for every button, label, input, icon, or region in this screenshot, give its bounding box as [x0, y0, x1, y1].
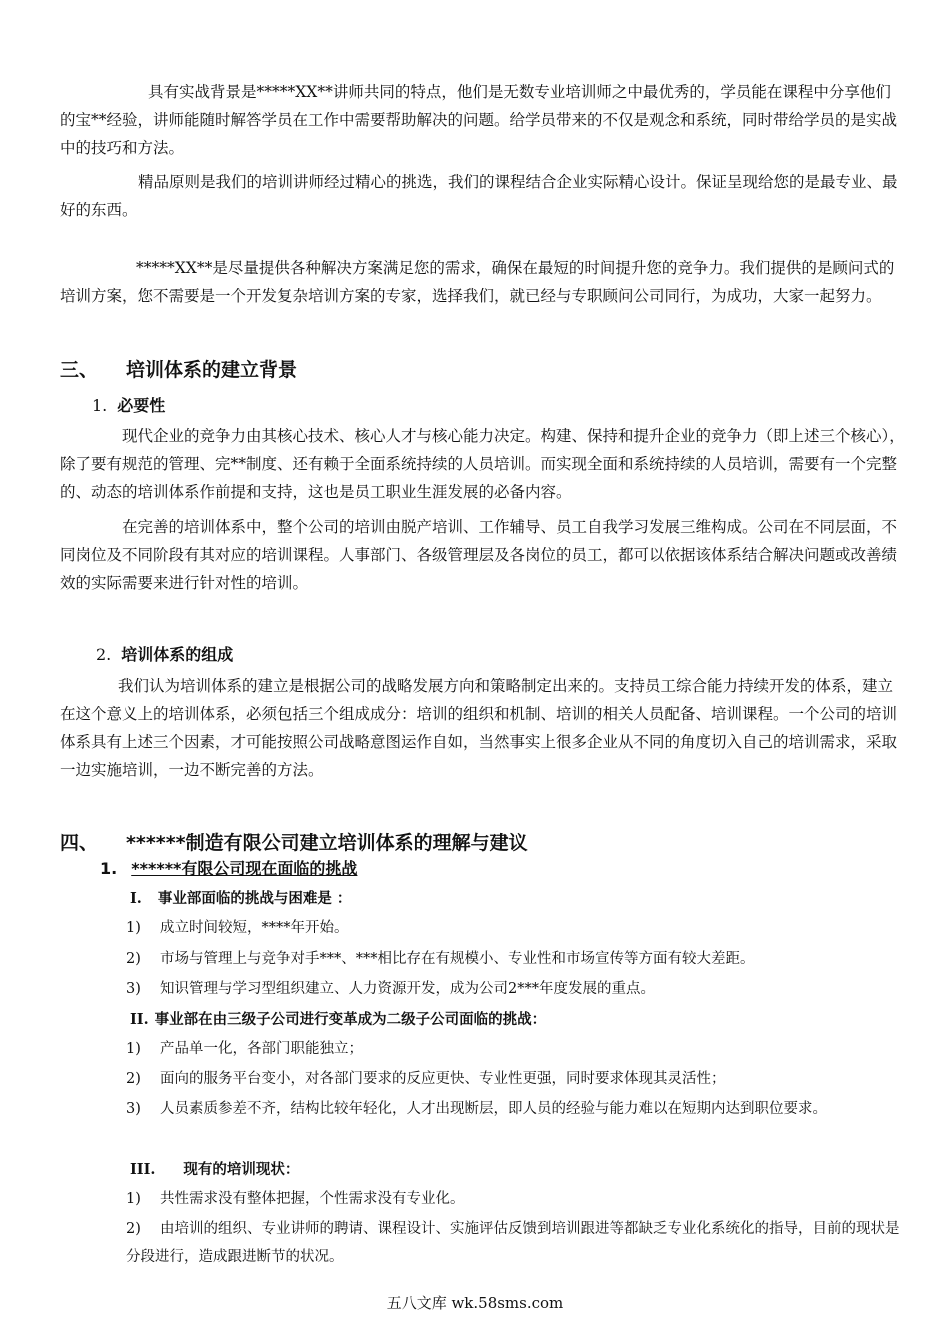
subsection-3-2-number: 2.: [96, 645, 112, 664]
challenge-group-iii-title: 现有的培训现状：: [183, 1162, 300, 1178]
subsection-4-1-heading: [100, 856, 357, 879]
challenge-group-iii-roman: III.: [130, 1161, 156, 1178]
subsection-4-1-title: ******有限公司现在面临的挑战: [131, 859, 358, 878]
list-item: 1) 产品单一化，各部门职能独立；: [126, 1041, 363, 1057]
section-4-number: 四、: [60, 832, 99, 854]
list-item: 1) 成立时间较短，****年开始。: [126, 920, 349, 936]
section-3-number: 三、: [60, 359, 99, 381]
list-item: 3) 知识管理与学习型组织建立、人力资源开发，成为公司2***年度发展的重点。: [126, 981, 655, 997]
list-item: 1) 共性需求没有整体把握，个性需求没有专业化。: [126, 1191, 465, 1207]
subsection-3-2-title: 培训体系的组成: [121, 645, 234, 664]
intro-paragraph-1: 具有实战背景是*****XX**讲师共同的特点，他们是无数专业培训师之中最优秀的，学员能在课程中分享他们的宝**经验，讲师能随时解答学员在工作中需要帮助解决的问题。给学员带来的不仅是观念和系统，同时带给学员的是实战中的技巧和方法。: [60, 83, 898, 157]
challenge-group-ii-title: 事业部在由三级子公司进行变革成为二级子公司面临的挑战：: [154, 1012, 547, 1028]
subsection-4-1-number: 1.: [100, 859, 118, 878]
intro-paragraph-2: 精品原则是我们的培训讲师经过精心的挑选，我们的课程结合企业实际精心设计。保证呈现给您的是最专业、最好的东西。: [60, 173, 898, 219]
intro-paragraph-3: *****XX**是尽量提供各种解决方案满足您的需求，确保在最短的时间提升您的竞争力。我们提供的是顾问式的培训方案，您不需要是一个开发复杂培训方案的专家，选择我们，就已经与专职顾问公司同行，为成功，大家一起努力。: [60, 259, 895, 305]
section-4-title: ******制造有限公司建立培训体系的理解与建议: [126, 832, 528, 854]
footer-watermark: 五八文库 wk.58sms.com: [386, 1294, 564, 1312]
subsection-3-1-number: 1.: [92, 396, 108, 415]
subsection-3-1-title: 必要性: [117, 396, 166, 415]
list-item: 2) 由培训的组织、专业讲师的聘请、课程设计、实施评估反馈到培训跟进等都缺乏专业化系统化的指导，目前的现状是分段进行，造成跟进断节的状况。: [126, 1221, 900, 1265]
list-item: 2) 面向的服务平台变小，对各部门要求的反应更快、专业性更强，同时要求体现其灵活性；: [126, 1071, 726, 1087]
list-item: 2) 市场与管理上与竞争对手***、***相比存在有规模小、专业性和市场宣传等方面有较大差距。: [126, 951, 755, 967]
subsection-3-2-paragraph: 我们认为培训体系的建立是根据公司的战略发展方向和策略制定出来的。支持员工综合能力持续开发的体系，建立在这个意义上的培训体系，必须包括三个组成成分：培训的组织和机制、培训的相关人员配备、培训课程。一个公司的培训体系具有上述三个因素，才可能按照公司战略意图运作自如，当然事实上很多企业从不同的角度切入自己的培训需求，采取一边实施培训，一边不断完善的方法。: [60, 677, 898, 779]
challenge-group-i-heading: [130, 887, 351, 908]
subsection-3-1-paragraph-1: 现代企业的竞争力由其核心技术、核心人才与核心能力决定。构建、保持和提升企业的竞争力（即上述三个核心），除了要有规范的管理、完**制度、还有赖于全面系统持续的人员培训。而实现全面和系统持续的人员培训，需要有一个完整的、动态的培训体系作前提和支持，这也是员工职业生涯发展的必备内容。: [60, 427, 905, 501]
challenge-group-i-title: 事业部面临的挑战与困难是 ：: [157, 891, 352, 907]
list-item: 3) 人员素质参差不齐，结构比较年轻化，人才出现断层，即人员的经验与能力难以在短期内达到职位要求。: [126, 1101, 827, 1117]
subsection-3-1-paragraph-2: 在完善的培训体系中，整个公司的培训由脱产培训、工作辅导、员工自我学习发展三维构成。公司在不同层面，不同岗位及不同阶段有其对应的培训课程。人事部门、各级管理层及各岗位的员工，都可以依据该体系结合解决问题或改善绩效的实际需要来进行针对性的培训。: [60, 518, 898, 592]
challenge-group-i-roman: I.: [130, 890, 142, 907]
subsection-3-1-heading: [92, 393, 165, 416]
section-3-title: 培训体系的建立背景: [126, 359, 298, 381]
subsection-3-2-heading: [96, 642, 233, 665]
challenge-group-ii-roman: II.: [130, 1011, 149, 1028]
challenge-group-iii-heading: [130, 1158, 299, 1179]
challenge-group-ii-heading: [130, 1008, 546, 1029]
